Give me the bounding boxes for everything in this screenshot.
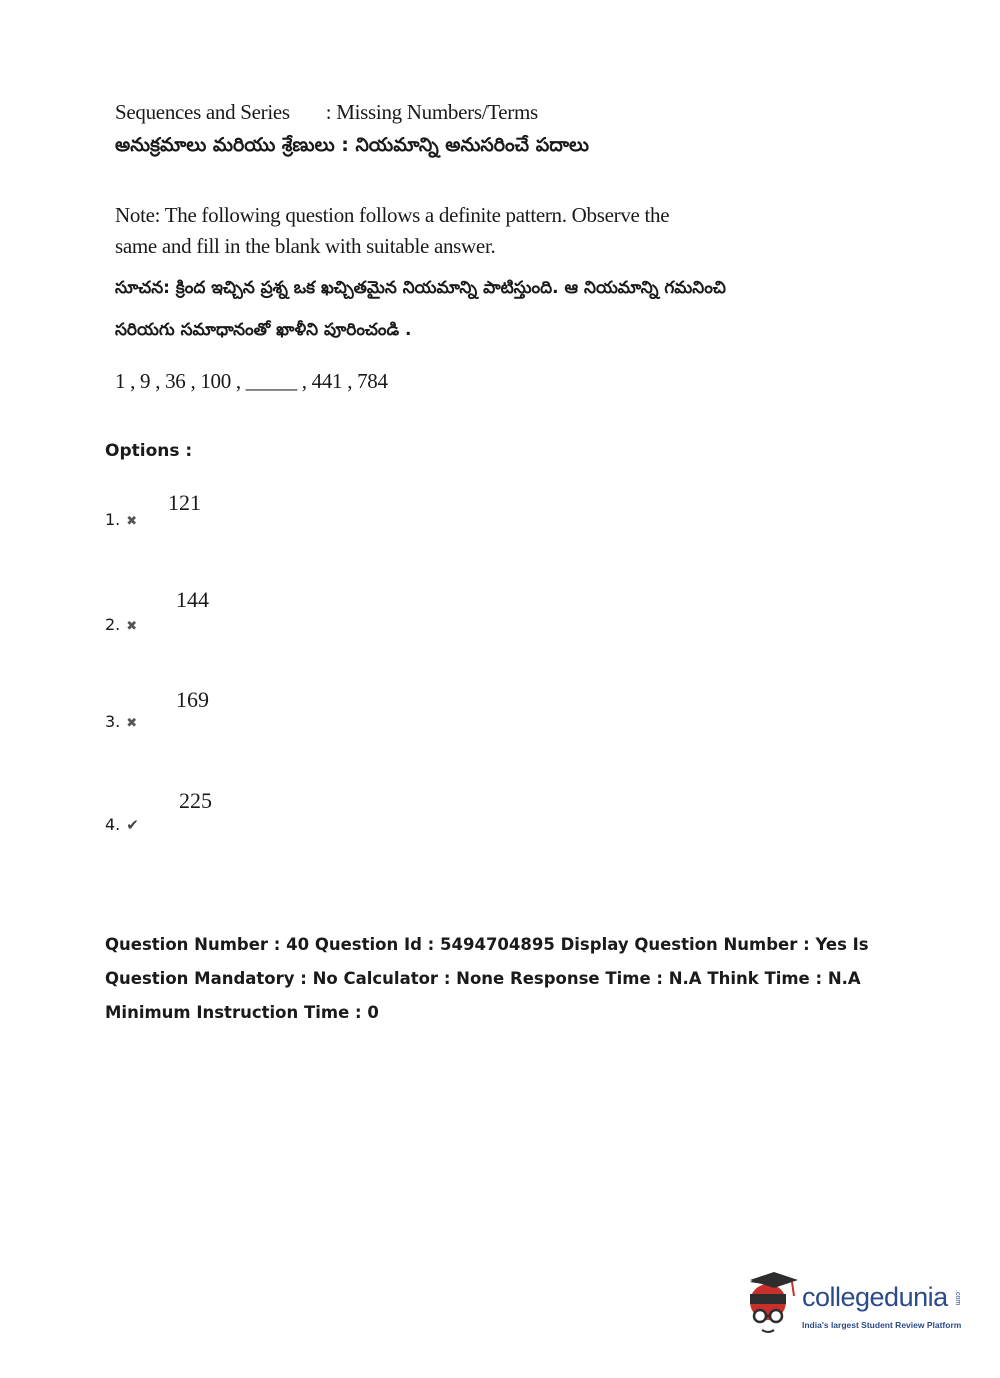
- cross-icon: ✖: [126, 514, 138, 529]
- number-sequence: 1 , 9 , 36 , 100 , _____ , 441 , 784: [115, 369, 388, 393]
- options-label: Options :: [105, 441, 193, 461]
- note-telugu-line1: సూచన: క్రింద ఇచ్చిన ప్రశ్న ఒక ఖచ్చితమైన నియమాన్ని పాటిస్తుంది. ఆ నియమాన్ని గమనించి: [115, 278, 726, 298]
- option-number: 4.: [105, 815, 121, 834]
- logo-wordmark: collegedunia: [802, 1282, 948, 1312]
- option-value: 121: [168, 490, 201, 515]
- note-english: Note: The following question follows a definite pattern. Observe the same and fill in the blank with suitable answer.: [115, 203, 670, 258]
- option-value: 169: [176, 687, 209, 712]
- option-number: 1.: [105, 510, 121, 529]
- check-icon: ✔: [126, 816, 139, 834]
- option-number: 3.: [105, 712, 121, 731]
- title-english: Sequences and Series: [115, 100, 290, 124]
- note-telugu-line2: సరియగు సమాధానంతో ఖాళీని పూరించండి .: [115, 320, 412, 340]
- mascot-logo-icon: [740, 1272, 798, 1338]
- question-title: [115, 100, 538, 125]
- option-value: 144: [176, 587, 209, 612]
- logo-tagline: India's largest Student Review Platform: [802, 1320, 962, 1330]
- logo-domain: .com: [954, 1290, 961, 1306]
- option-value: 225: [179, 788, 212, 813]
- option-number: 2.: [105, 615, 121, 634]
- cross-icon: ✖: [126, 619, 138, 634]
- question-metadata: Question Number : 40 Question Id : 5494704895 Display Question Number : Yes Is Question Mandatory : No Calculator : None Response Time : N.A Think Time : N.A Minimum Instruction Time : 0: [105, 935, 869, 1022]
- title-topic: : Missing Numbers/Terms: [325, 100, 538, 124]
- cross-icon: ✖: [126, 716, 138, 731]
- collegedunia-logo: [740, 1272, 970, 1342]
- title-telugu: అనుక్రమాలు మరియు శ్రేణులు : నియమాన్ని అనుసరించే పదాలు: [115, 134, 590, 156]
- option-4: [105, 815, 139, 834]
- option-3: [105, 712, 137, 731]
- option-2: [105, 615, 137, 634]
- option-1: [105, 510, 137, 529]
